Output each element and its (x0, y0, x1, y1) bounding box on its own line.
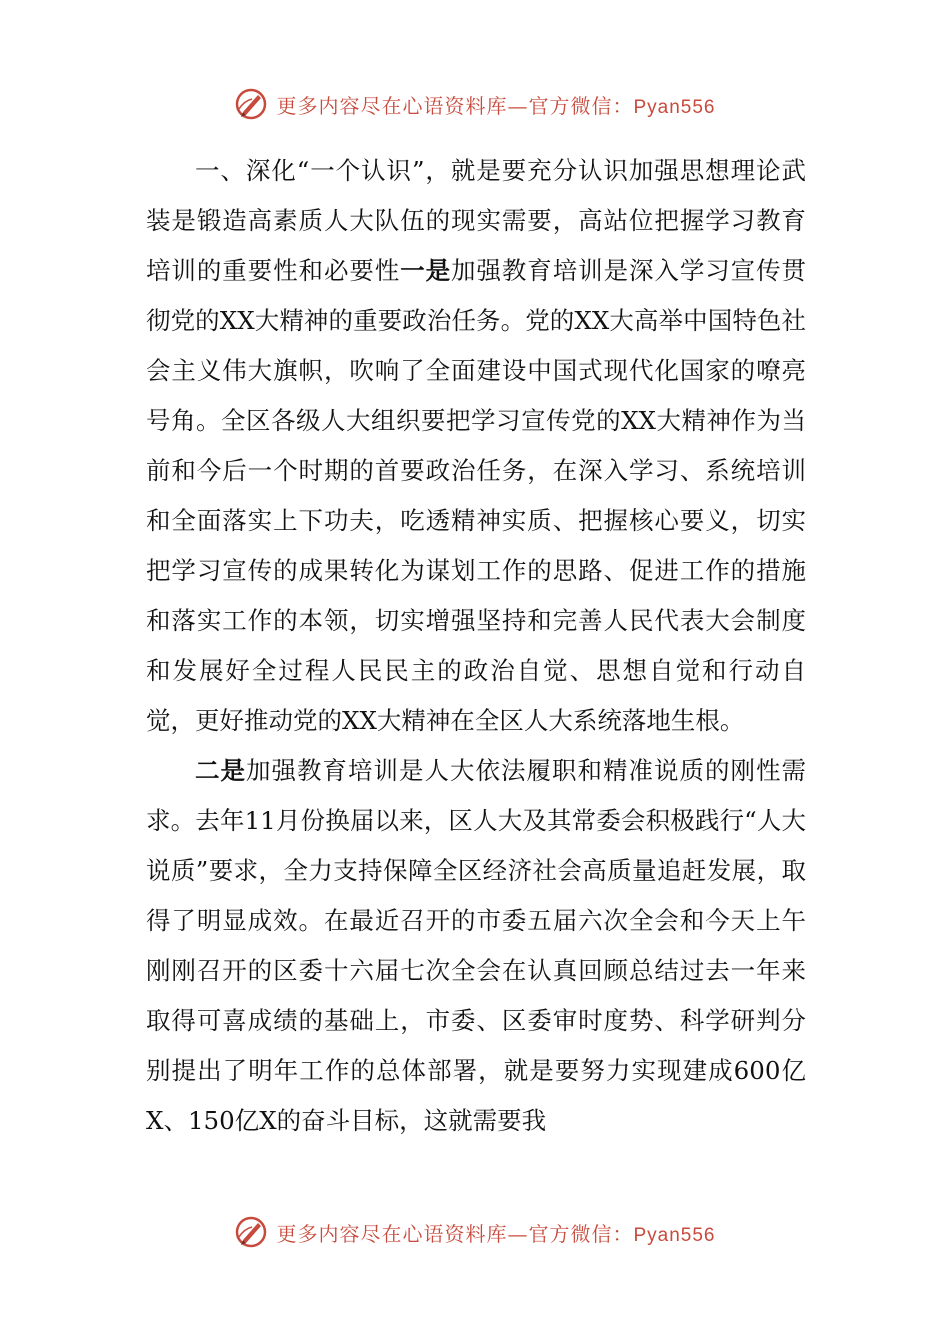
watermark-text (276, 1218, 715, 1247)
watermark-text (276, 90, 715, 119)
watermark-wechat-id: Pyan556 (633, 96, 716, 118)
footer-watermark (0, 1210, 950, 1254)
paragraph-1-marker: 一是 (400, 256, 452, 285)
pen-logo-icon (234, 87, 268, 121)
paragraph-2-text: 加强教育培训是人大依法履职和精准说质的刚性需求。去年11月份换届以来，区人大及其常委会积极践行“人大说质”要求，全力支持保障全区经济社会高质量追赶发展，取得了明显成效。在最近召开的市委五届六次全会和今天上午刚刚召开的区委十六届七次全会在认真回顾总结过去一年来取得可喜成绩的基础上，市委、区委审时度势、科学研判分别提出了明年工作的总体部署，就是要努力实现建成600亿X、150亿X的奋斗目标，这就需要我 (146, 756, 806, 1135)
paragraph-1 (146, 146, 806, 746)
paragraph-1-text: 加强教育培训是深入学习宣传贯彻党的XX大精神的重要政治任务。党的XX大高举中国特色社会主义伟大旗帜，吹响了全面建设中国式现代化国家的嘹亮号角。全区各级人大组织要把学习宣传党的XX大精神作为当前和今后一个时期的首要政治任务，在深入学习、系统培训和全面落实上下功夫，吃透精神实质、把握核心要义，切实把学习宣传的成果转化为谋划工作的思路、促进工作的措施和落实工作的本领，切实增强坚持和完善人民代表大会制度和发展好全过程人民民主的政治自觉、思想自觉和行动自觉，更好推动党的XX大精神在全区人大系统落地生根。 (146, 256, 807, 735)
pen-logo-icon (234, 1215, 268, 1249)
watermark-wechat-id: Pyan556 (633, 1224, 716, 1246)
document-body (146, 146, 806, 1146)
watermark-prefix: 更多内容尽在心语资料库—官方微信： (276, 1221, 634, 1246)
watermark-prefix: 更多内容尽在心语资料库—官方微信： (276, 93, 634, 118)
header-watermark (0, 82, 950, 126)
paragraph-1-intro: 一、深化“一个认识”，就是要充分认识加强思想理论武装是锻造高素质人大队伍的现实需要，高站位把握学习教育培训的重要性和必要性 (146, 156, 806, 285)
paragraph-2 (146, 746, 806, 1146)
paragraph-2-marker: 二是 (195, 756, 246, 785)
